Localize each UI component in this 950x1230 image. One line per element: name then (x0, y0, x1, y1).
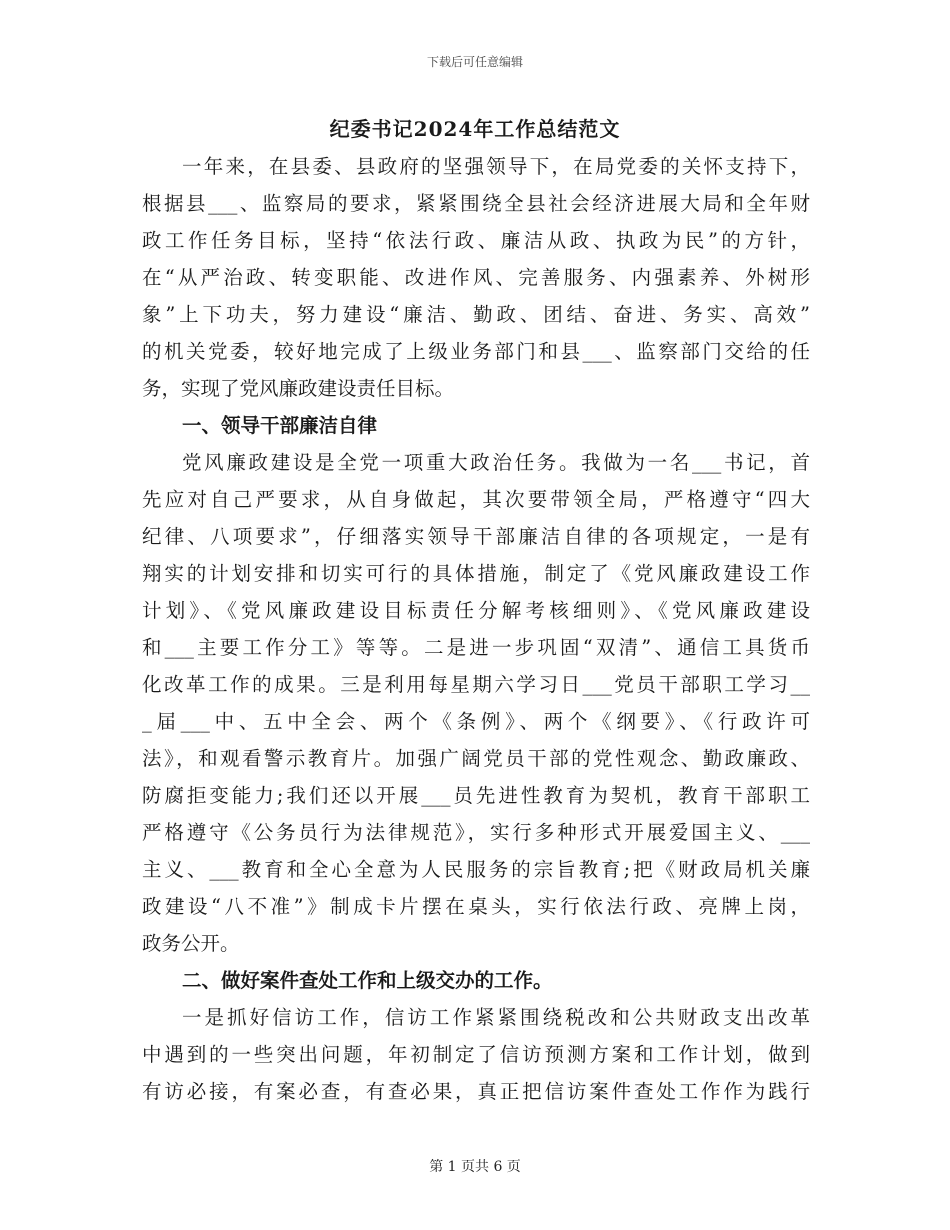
document-body (142, 148, 810, 1110)
text-line: 防腐拒变能力;我们还以开展___员先进性教育为契机，教育干部职工 (142, 784, 810, 807)
text-line: 有访必接，有案必查，有查必果，真正把信访案件查处工作作为践行 (142, 1080, 810, 1103)
text-line: 的机关党委，较好地完成了上级业务部门和县___、监察部门交给的任 (142, 340, 810, 363)
section-heading: 一、领导干部廉洁自律 (182, 414, 378, 437)
text-line: 一年来，在县委、县政府的坚强领导下，在局党委的关怀支持下， (182, 155, 810, 178)
text-line: 政工作任务目标，坚持“依法行政、廉洁从政、执政为民”的方针， (142, 229, 810, 252)
text-line: 政建设“八不准”》制成卡片摆在桌头，实行依法行政、亮牌上岗， (142, 895, 810, 918)
text-line: 在“从严治政、转变职能、改进作风、完善服务、内强素养、外树形 (142, 266, 810, 289)
text-line: 务，实现了党风廉政建设责任目标。 (142, 377, 455, 400)
text-line: _届___中、五中全会、两个《条例》、两个《纲要》、《行政许可 (142, 710, 810, 733)
text-line: 纪律、八项要求”，仔细落实领导干部廉洁自律的各项规定，一是有 (142, 525, 810, 548)
text-line: 一是抓好信访工作，信访工作紧紧围绕税改和公共财政支出改革 (182, 1006, 810, 1029)
text-line: 主义、___教育和全心全意为人民服务的宗旨教育;把《财政局机关廉 (142, 858, 810, 881)
header-note: 下载后可任意编辑 (426, 55, 523, 69)
text-line: 法》，和观看警示教育片。加强广阔党员干部的党性观念、勤政廉政、 (142, 747, 810, 770)
section-heading: 二、做好案件查处工作和上级交办的工作。 (182, 969, 553, 992)
text-line: 象”上下功夫，努力建设“廉洁、勤政、团结、奋进、务实、高效” (142, 303, 810, 326)
document-title: 纪委书记2024年工作总结范文 (329, 117, 621, 141)
page-footer: 第 1 页共 6 页 (429, 1159, 521, 1175)
text-line: 根据县___、监察局的要求，紧紧围绕全县社会经济进展大局和全年财 (142, 192, 810, 215)
text-line: 严格遵守《公务员行为法律规范》，实行多种形式开展爱国主义、___ (142, 821, 810, 844)
text-line: 翔实的计划安排和切实可行的具体措施，制定了《党风廉政建设工作 (142, 562, 810, 585)
text-line: 计划》、《党风廉政建设目标责任分解考核细则》、《党风廉政建设 (142, 599, 810, 622)
text-line: 政务公开。 (142, 932, 240, 955)
text-line: 和___主要工作分工》等等。二是进一步巩固“双清”、通信工具货币 (142, 636, 810, 659)
text-line: 化改革工作的成果。三是利用每星期六学习日___党员干部职工学习__ (142, 673, 810, 696)
text-line: 先应对自己严要求，从自身做起，其次要带领全局，严格遵守“四大 (142, 488, 810, 511)
text-line: 党风廉政建设是全党一项重大政治任务。我做为一名___书记，首 (182, 451, 810, 474)
text-line: 中遇到的一些突出问题，年初制定了信访预测方案和工作计划，做到 (142, 1043, 810, 1066)
